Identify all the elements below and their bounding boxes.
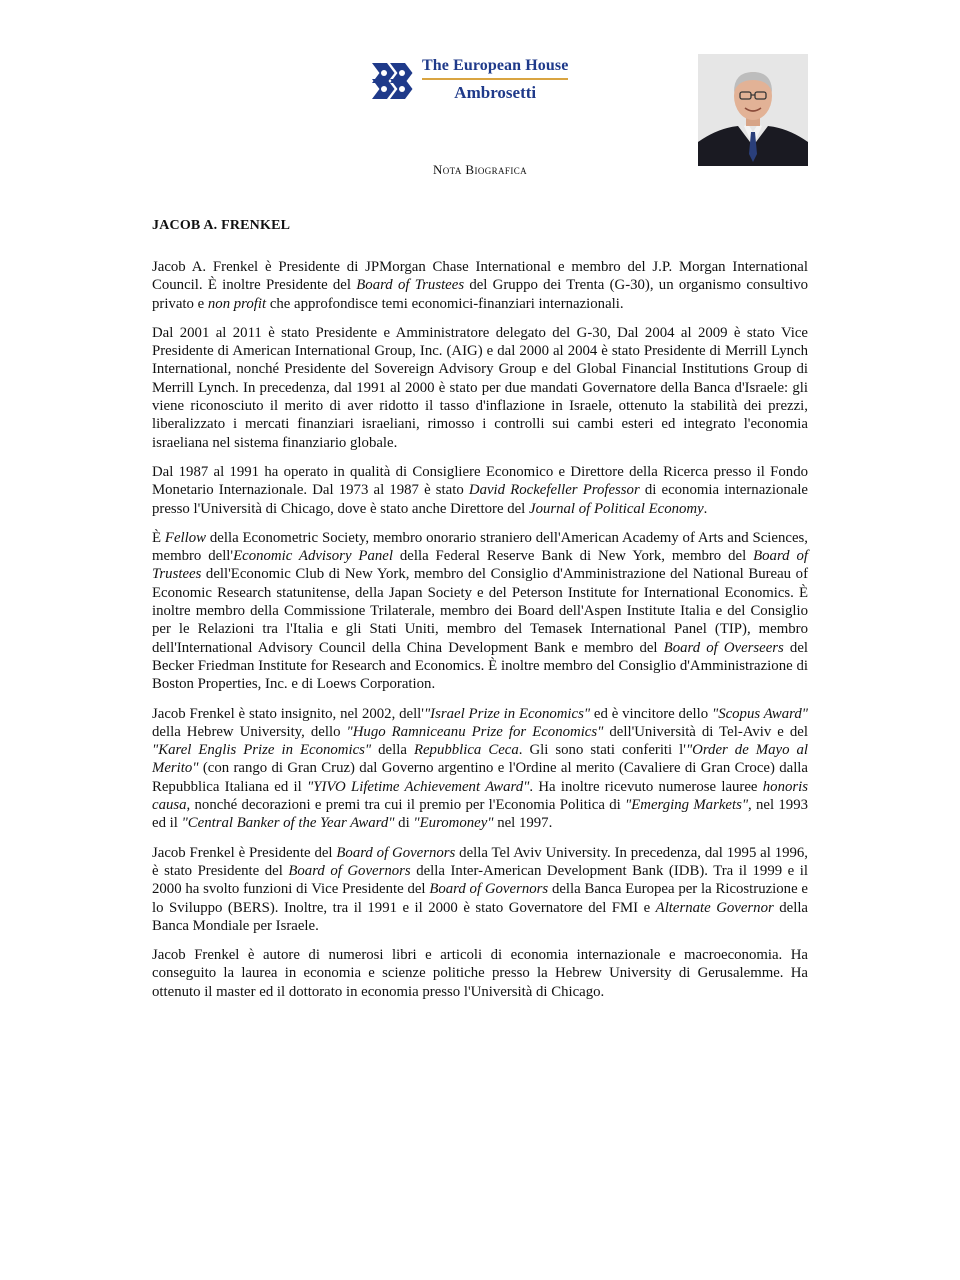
- logo-text: [422, 57, 568, 103]
- text-run: del Becker Friedman Institute for Research and Economics. È inoltre membro del Consiglio d'Amministrazione di Boston Properties, Inc. e di Loews Corporation.: [152, 639, 809, 693]
- text-run: Jacob Frenkel è autore di numerosi libri e articoli di economia internazionale e macroeconomia. Ha conseguito la laurea in economia e scienze politiche presso la Hebrew University di Gerusalemme. Ha ottenuto il master ed il dottorato in economia presso l'Università di Chicago.: [152, 947, 808, 1000]
- text-run-italic: Board of Trustees: [152, 548, 808, 583]
- text-run: di: [394, 815, 414, 832]
- bio-paragraph: [152, 324, 808, 452]
- text-run-italic: honoris causa: [152, 778, 808, 814]
- text-run-italic: "Emerging Markets": [625, 797, 749, 814]
- text-run-italic: "Order de Mayo al Merito": [152, 742, 808, 777]
- text-run: dell'Università di Tel-Aviv e del: [603, 723, 808, 740]
- document-title: Nota Biografica: [432, 162, 528, 177]
- text-run-italic: "Hugo Ramniceanu Prize for Economics": [346, 723, 604, 740]
- text-run: È: [152, 529, 165, 546]
- text-run-italic: Journal of Political Economy: [529, 500, 704, 517]
- text-run: .: [703, 500, 708, 517]
- text-run-italic: Board of Governors: [288, 862, 411, 879]
- text-run: Jacob Frenkel è Presidente del: [152, 844, 337, 861]
- text-run: della Tel Aviv University. In precedenza, dal 1995 al 1996, è stato Presidente del: [152, 844, 808, 879]
- text-run-italic: "Israel Prize in Economics": [423, 705, 591, 722]
- text-run-italic: Alternate Governor: [655, 899, 774, 916]
- text-run: , nel 1993 ed il: [152, 797, 808, 832]
- bio-paragraph: [152, 529, 808, 694]
- bio-paragraph: [152, 946, 808, 1001]
- portrait-photo: [698, 54, 808, 166]
- text-run: del Gruppo dei Trenta (G-30), un organismo consultivo privato e: [152, 277, 808, 312]
- text-run: ed è vincitore dello: [590, 705, 712, 722]
- person-name: JACOB A. FRENKEL: [152, 218, 291, 233]
- company-logo: [370, 52, 600, 108]
- text-run: della: [371, 742, 414, 759]
- text-run: . Ha inoltre ricevuto numerose lauree: [529, 778, 763, 795]
- portrait-photo-icon: [698, 54, 808, 166]
- text-run-italic: Economic Advisory Panel: [233, 548, 393, 565]
- text-run-italic: "Central Banker of the Year Award": [181, 815, 395, 832]
- text-run-italic: "Scopus Award": [711, 705, 808, 722]
- text-run: della Inter-American Development Bank (IDB). Tra il 1999 e il 2000 ha svolto funzioni di Vice Presidente del: [152, 862, 808, 898]
- bio-paragraph: [152, 705, 808, 833]
- text-run-italic: "YIVO Lifetime Achievement Award": [307, 778, 530, 795]
- biography-body: [152, 258, 808, 1012]
- text-run-italic: Board of Overseers: [663, 639, 784, 656]
- text-run-italic: Repubblica Ceca: [413, 742, 519, 759]
- text-run: della Hebrew University, dello: [152, 723, 347, 740]
- text-run: dell'Economic Club di New York, membro del Consiglio d'Amministrazione del National Bureau of Economic Research statunitense, della Japan Society e del Peterson Institute for International Economics. È inoltre membro della Commissione Trilaterale, membro dei Board dell'Aspen Institute Italia e del Consiglio per le Relazioni tra l'Italia e gli Stati Uniti, membro del Temasek International Panel (TIP), membro dell'International Advisory Council della China Development Bank e membro del: [152, 566, 808, 656]
- text-run: della Banca Mondiale per Israele.: [152, 899, 808, 934]
- text-run-italic: "Karel Englis Prize in Economics": [152, 742, 372, 759]
- text-run: Jacob A. Frenkel è Presidente di JPMorgan Chase International e membro del J.P. Morgan International Council. È inoltre Presidente del: [152, 259, 808, 294]
- logo-line-2: Ambrosetti: [454, 83, 537, 102]
- text-run-italic: Board of Governors: [336, 844, 456, 861]
- bio-paragraph: [152, 844, 808, 935]
- text-run: che approfondisce temi economici-finanziari internazionali.: [266, 295, 624, 312]
- text-run-italic: Fellow: [164, 529, 207, 546]
- bio-paragraph: [152, 258, 808, 313]
- text-run: Dal 1987 al 1991 ha operato in qualità di Consigliere Economico e Direttore della Ricerca presso il Fondo Monetario Internazionale. Dal 1973 al 1987 è stato: [152, 463, 808, 499]
- text-run-italic: Board of Governors: [429, 881, 549, 898]
- text-run: (con rango di Gran Cruz) dal Governo argentino e l'Ordine al merito (Cavaliere di Gran Croce) dalla Repubblica Italiana ed il: [152, 760, 808, 795]
- logo-line-1: The European House: [422, 57, 568, 80]
- text-run-italic: Board of Trustees: [356, 277, 465, 294]
- text-run: . Gli sono stati conferiti l': [518, 742, 686, 759]
- text-run: Jacob Frenkel è stato insignito, nel 2002, dell': [152, 705, 424, 722]
- text-run: nel 1997.: [493, 815, 553, 832]
- text-run-italic: David Rockefeller Professor: [468, 482, 640, 499]
- text-run: della Econometric Society, membro onorario straniero dell'American Academy of Arts and Sciences, membro dell': [152, 529, 808, 565]
- bio-paragraph: [152, 463, 808, 518]
- text-run: della Federal Reserve Bank di New York, membro del: [392, 548, 754, 565]
- text-run: , nonché decorazioni e premi tra cui il premio per l'Economia Politica di: [186, 797, 626, 814]
- text-run: di economia internazionale presso l'Università di Chicago, dove è stato anche Direttore del: [152, 482, 808, 517]
- text-run-italic: "Euromoney": [413, 815, 494, 832]
- text-run: Dal 2001 al 2011 è stato Presidente e Amministratore delegato del G-30, Dal 2004 al 2009 è stato Vice Presidente di American International Group, Inc. (AIG) e dal 2000 al 2004 è stato Presidente di Merrill Lynch International, nonché Presidente del Sovereign Advisory Group e del Global Financial Institutions Group di Merrill Lynch. In precedenza, dal 1991 al 2000 è stato per due mandati Governatore della Banca d'Israele: gli viene riconosciuto il merito di aver ridotto il tasso d'inflazione in Israele, ottenuto la stabilità dei prezzi, liberalizzato i mercati finanziari israeliani, rimosso i controlli sui cambi esteri ed integrato l'economia israeliana nel sistema finanziario globale.: [152, 324, 808, 451]
- text-run: della Banca Europea per la Ricostruzione e lo Sviluppo (BERS). Inoltre, tra il 1991 e il 2000 è stato Governatore del FMI e: [152, 881, 808, 916]
- ambrosetti-logo-icon: [370, 57, 416, 103]
- text-run-italic: non profit: [207, 295, 267, 312]
